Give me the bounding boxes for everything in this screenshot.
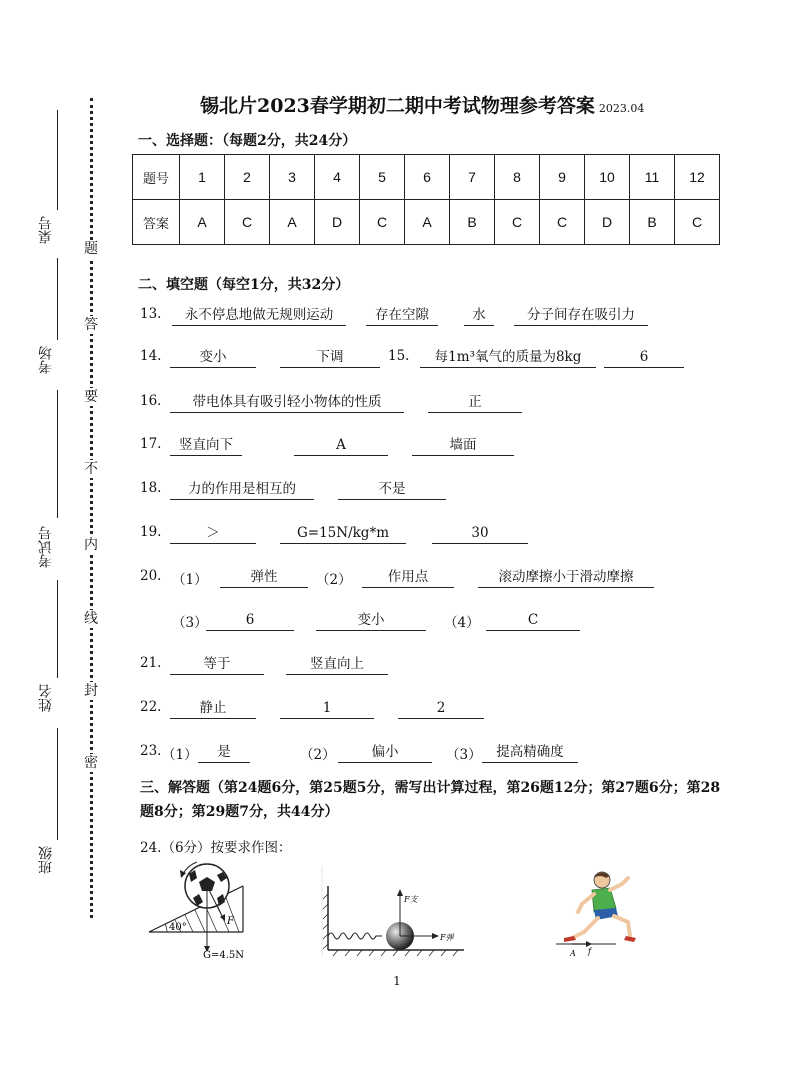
q14-number: 14. <box>140 348 162 364</box>
q19-answer-c: 30 <box>432 524 528 544</box>
answer-cell: A <box>180 200 225 245</box>
q13-answer-a: 永不停息地做无规则运动 <box>172 306 346 326</box>
runner-figure <box>556 868 646 960</box>
q20-answer-c: 滚动摩擦小于滑动摩擦 <box>478 568 654 588</box>
q17-number: 17. <box>140 436 162 452</box>
spring-ball-figure <box>318 866 468 966</box>
q22-answer-c: 2 <box>398 699 484 719</box>
q23-answer-c: 提高精确度 <box>482 743 578 763</box>
answer-cell: A <box>405 200 450 245</box>
q24-prompt: 24.（6分）按要求作图： <box>140 840 292 856</box>
answer-row-label: 答案 <box>133 200 180 245</box>
seal-char: 要 <box>84 389 98 405</box>
seal-char: 答 <box>84 317 98 333</box>
q16-answer-a: 带电体具有吸引轻小物体的性质 <box>170 393 404 413</box>
q14-answer-b: 下调 <box>280 348 380 368</box>
name-line <box>57 580 58 678</box>
q21-answer-a: 等于 <box>170 655 264 675</box>
section1-heading: 一、选择题：（每题2分，共24分） <box>138 133 357 149</box>
q18-answer-b: 不是 <box>338 480 446 500</box>
question-number: 5 <box>360 155 405 200</box>
q22-answer-a: 静止 <box>170 699 256 719</box>
answer-cell: C <box>360 200 405 245</box>
q15-answer-a: 每1m³氧气的质量为8kg <box>420 348 596 368</box>
question-number: 8 <box>495 155 540 200</box>
incline-angle-label: 40° <box>169 922 187 933</box>
seal-char: 不 <box>84 461 98 477</box>
question-number: 1 <box>180 155 225 200</box>
answer-cell: B <box>450 200 495 245</box>
q20-answer-b: 作用点 <box>362 568 454 588</box>
seat-number-line <box>57 110 58 210</box>
q19-answer-a: ＞ <box>170 524 256 544</box>
q18-number: 18. <box>140 480 162 496</box>
seat-number-label: 桌号 <box>38 216 54 244</box>
q23-number: 23. <box>140 743 162 759</box>
answer-cell: B <box>630 200 675 245</box>
title-date: 2023.04 <box>598 102 645 115</box>
q13-answer-b: 存在空隙 <box>366 306 438 326</box>
question-number: 3 <box>270 155 315 200</box>
q20-answer-d: 6 <box>206 611 294 631</box>
number-row <box>133 155 720 200</box>
question-number: 6 <box>405 155 450 200</box>
q20-answer-e: 变小 <box>316 611 426 631</box>
q20-answer-a: 弹性 <box>220 568 308 588</box>
seal-char: 密 <box>84 755 98 771</box>
question-number: 9 <box>540 155 585 200</box>
question-number: 4 <box>315 155 360 200</box>
q20-part3-tag: （3） <box>172 615 208 631</box>
exam-number-label: 考试号 <box>38 526 54 568</box>
q23-part2-tag: （2） <box>300 747 336 763</box>
q23-part1-tag: （1） <box>162 747 198 763</box>
question-number: 7 <box>450 155 495 200</box>
exam-number-line <box>57 390 58 518</box>
section3-heading: 三、解答题（第24题6分，第25题5分，需写出计算过程，第26题12分；第27题6分；第28题8分；第29题7分，共44分） <box>140 780 721 820</box>
q23-part3-tag: （3） <box>446 747 482 763</box>
spring-force-label: F弹 <box>440 933 454 942</box>
q16-number: 16. <box>140 393 162 409</box>
q20-part2-tag: （2） <box>316 572 352 588</box>
q20-part1-tag: （1） <box>172 572 208 588</box>
ball-on-incline-figure <box>145 860 257 960</box>
q20-part4-tag: （4） <box>444 615 480 631</box>
q17-answer-a: 竖直向下 <box>170 436 242 456</box>
point-a-label: A <box>570 949 576 958</box>
exam-room-line <box>57 258 58 340</box>
seal-char: 内 <box>84 537 98 553</box>
q22-answer-b: 1 <box>280 699 374 719</box>
q20-number: 20. <box>140 568 162 584</box>
q21-number: 21. <box>140 655 162 671</box>
question-number: 12 <box>675 155 720 200</box>
page-title <box>200 91 644 118</box>
q22-number: 22. <box>140 699 162 715</box>
answer-cell: D <box>315 200 360 245</box>
q15-answer-b: 6 <box>604 348 684 368</box>
class-label: 班级 <box>38 846 54 874</box>
seal-char: 题 <box>84 241 98 257</box>
q14-answer-a: 变小 <box>170 348 256 368</box>
page-number: 1 <box>393 974 401 988</box>
q13-answer-d: 分子间存在吸引力 <box>514 306 648 326</box>
seal-dotted-line <box>90 98 93 918</box>
seal-char: 线 <box>84 611 98 627</box>
force-f-label: F <box>227 916 234 927</box>
q18-answer-a: 力的作用是相互的 <box>170 480 314 500</box>
question-number: 10 <box>585 155 630 200</box>
answer-cell: A <box>270 200 315 245</box>
q13-number: 13. <box>140 306 162 322</box>
answer-cell: C <box>675 200 720 245</box>
q20-answer-f: C <box>486 611 580 631</box>
q17-answer-b: A <box>294 436 388 456</box>
answer-cell: D <box>585 200 630 245</box>
name-label: 姓名 <box>38 684 54 712</box>
question-number: 2 <box>225 155 270 200</box>
weight-label: G=4.5N <box>203 950 245 960</box>
q19-number: 19. <box>140 524 162 540</box>
class-line <box>57 728 58 840</box>
q17-answer-c: 墙面 <box>412 436 514 456</box>
answer-cell: C <box>540 200 585 245</box>
q19-answer-b: G=15N/kg*m <box>280 524 406 544</box>
number-row-label: 题号 <box>133 155 180 200</box>
answer-table <box>132 154 720 245</box>
exam-room-label: 考场 <box>38 346 54 374</box>
answer-row <box>133 200 720 245</box>
title-text: 锡北片2023春学期初二期中考试物理参考答案 <box>200 95 595 117</box>
question-number: 11 <box>630 155 675 200</box>
q21-answer-b: 竖直向上 <box>286 655 388 675</box>
friction-label: f <box>588 947 591 956</box>
seal-char: 封 <box>84 683 98 699</box>
q15-number: 15. <box>388 348 410 364</box>
answer-cell: C <box>495 200 540 245</box>
answer-cell: C <box>225 200 270 245</box>
q23-answer-b: 偏小 <box>338 743 432 763</box>
q16-answer-b: 正 <box>428 393 522 413</box>
support-force-label: F支 <box>404 895 418 904</box>
q23-answer-a: 是 <box>198 743 250 763</box>
section2-heading: 二、填空题（每空1分，共32分） <box>138 277 350 293</box>
q13-answer-c: 水 <box>464 306 494 326</box>
